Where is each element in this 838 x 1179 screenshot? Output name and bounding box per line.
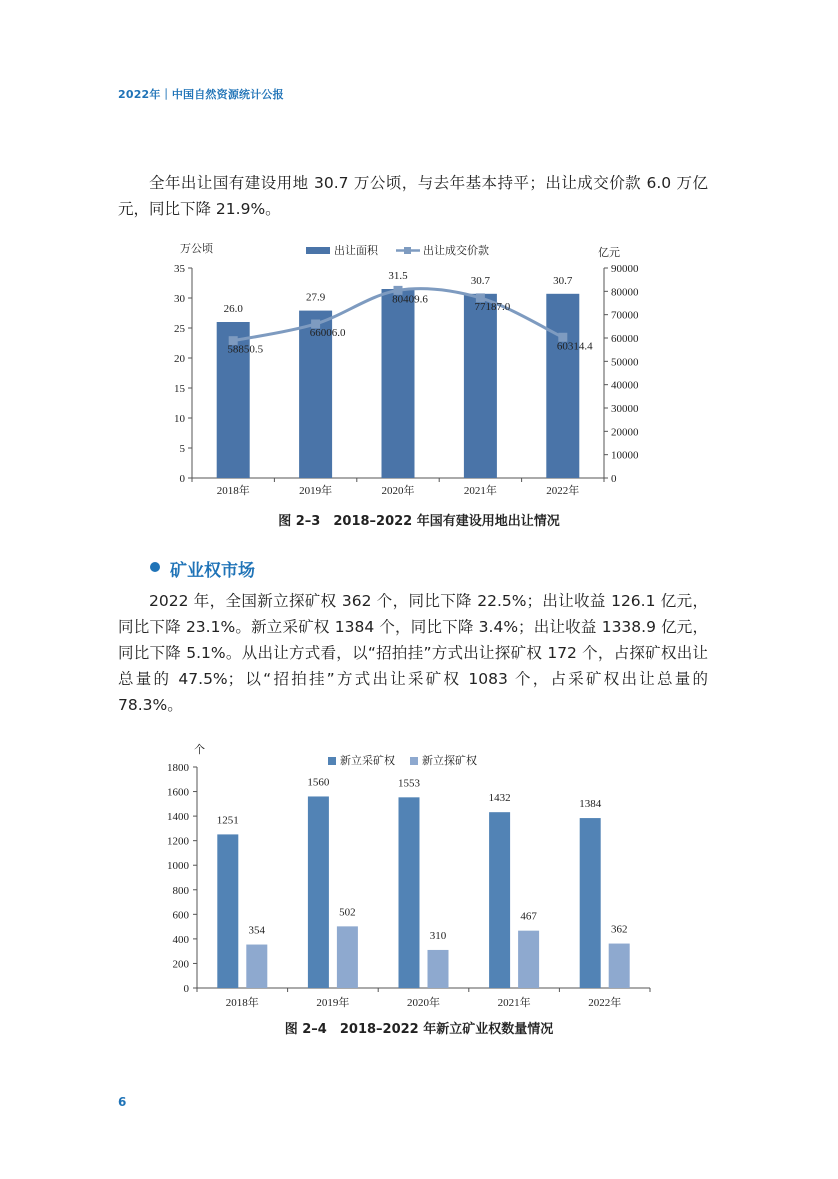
legend-label-mining: 新立采矿权 [340, 754, 395, 767]
right-axis-tick-label: 60000 [611, 333, 639, 345]
legend-label-exploration: 新立探矿权 [422, 754, 477, 767]
legend-swatch-area [306, 247, 330, 254]
y-axis-unit-label: 个 [194, 743, 205, 756]
running-header: 2022年｜中国自然资源统计公报 [118, 88, 284, 101]
right-axis-tick-label: 50000 [611, 356, 639, 369]
bar-mining-rights-data-label: 1432 [488, 792, 511, 805]
left-axis-tick-label: 30 [174, 293, 185, 305]
bar-mining-rights [308, 796, 329, 988]
right-axis-tick-label: 20000 [611, 426, 639, 439]
bar-mining-rights [217, 834, 238, 988]
y-axis-tick-label: 1400 [167, 811, 189, 824]
x-axis-category-label: 2018年 [216, 485, 250, 497]
legend-swatch-mining [328, 757, 336, 765]
mining-rights-paragraph: 2022 年，全国新立探矿权 362 个，同比下降 22.5%；出让收益 126.1 亿元，同比下降 23.1%。新立采矿权 1384 个，同比下降 3.4%；出让收益 1338.9 亿元，同比下降 5.1%。从出让方式看，以“招拍挂”方式出让探矿权 172 个，占探矿权出让总量的 47.5%；以“招拍挂”方式出让采矿权 1083 个，占采矿权出让总量的 78.3%。 [118, 592, 708, 714]
y-axis-tick-label: 0 [183, 983, 189, 995]
bar-mining-rights [580, 818, 601, 988]
mining-rights-chart [150, 740, 660, 1012]
x-axis-category-label: 2021年 [497, 997, 531, 1009]
left-axis-unit-label: 万公顷 [180, 242, 213, 255]
y-axis-tick-label: 1200 [167, 835, 189, 848]
price-data-label: 66006.0 [309, 326, 346, 339]
left-axis-tick-label: 0 [179, 473, 185, 485]
price-data-label: 60314.4 [556, 340, 593, 353]
legend-label-area: 出让面积 [334, 244, 378, 257]
right-axis-tick-label: 0 [611, 473, 617, 485]
bar-exploration-rights [428, 950, 449, 988]
x-axis-category-label: 2021年 [463, 485, 497, 497]
right-axis-tick-label: 10000 [611, 449, 639, 462]
right-axis-unit-label: 亿元 [598, 246, 620, 259]
price-data-label: 77187.0 [474, 300, 511, 313]
y-axis-tick-label: 1000 [167, 860, 189, 873]
left-axis-tick-label: 35 [174, 263, 185, 275]
bar-mining-rights-data-label: 1384 [579, 798, 602, 811]
x-axis-category-label: 2019年 [299, 485, 333, 497]
bar-exploration-rights [246, 945, 267, 988]
left-axis-tick-label: 15 [174, 383, 185, 395]
bar-exploration-rights [609, 944, 630, 988]
legend-label-price: 出让成交价款 [423, 244, 489, 257]
x-axis-category-label: 2018年 [225, 997, 259, 1009]
section-bullet-icon [150, 562, 160, 572]
right-axis-tick-label: 80000 [611, 286, 639, 299]
left-axis-tick-label: 10 [174, 413, 185, 425]
left-axis-tick-label: 20 [174, 353, 185, 365]
y-axis-tick-label: 200 [172, 958, 189, 971]
bar-area-data-label: 30.7 [470, 274, 491, 287]
right-axis-tick-label: 30000 [611, 403, 639, 415]
y-axis-tick-label: 1800 [167, 762, 189, 774]
bar-exploration-rights [337, 926, 358, 988]
figure-2-3-caption: 图 2–3 2018–2022 年国有建设用地出让情况 [278, 514, 560, 529]
bar-mining-rights [489, 812, 510, 988]
y-axis-tick-label: 800 [172, 884, 189, 897]
land-sale-paragraph: 全年出让国有建设用地 30.7 万公顷，与去年基本持平；出让成交价款 6.0 万亿元，同比下降 21.9%。 [118, 174, 708, 218]
x-axis-category-label: 2022年 [588, 997, 622, 1009]
bar-exploration-rights [518, 931, 539, 988]
y-axis-tick-label: 400 [172, 933, 189, 946]
x-axis-category-label: 2022年 [546, 485, 580, 497]
y-axis-tick-label: 1600 [167, 786, 189, 799]
left-axis-tick-label: 5 [179, 443, 185, 455]
y-axis-tick-label: 600 [172, 909, 189, 922]
bar-area [382, 289, 415, 478]
bar-area-data-label: 27.9 [305, 291, 326, 304]
x-axis-category-label: 2020年 [381, 485, 415, 497]
bar-mining-rights [399, 797, 420, 988]
section-heading-mining-rights: 矿业权市场 [170, 561, 255, 581]
bar-exploration-rights-data-label: 502 [339, 906, 356, 919]
bar-exploration-rights-data-label: 310 [429, 929, 447, 942]
right-axis-tick-label: 40000 [611, 379, 639, 392]
x-axis-category-label: 2019年 [316, 997, 350, 1009]
right-axis-tick-label: 90000 [611, 263, 639, 275]
bar-exploration-rights-data-label: 362 [610, 923, 628, 936]
bar-mining-rights-data-label: 1553 [398, 777, 420, 790]
x-axis-category-label: 2020年 [407, 997, 440, 1009]
bar-mining-rights-data-label: 1251 [216, 814, 239, 827]
bar-area [546, 294, 579, 478]
bar-mining-rights-data-label: 1560 [307, 776, 330, 789]
right-axis-tick-label: 70000 [611, 309, 639, 322]
land-sale-chart [160, 238, 650, 500]
price-data-label: 58850.5 [227, 343, 264, 356]
legend-swatch-exploration [410, 757, 418, 765]
bar-area-data-label: 31.5 [388, 270, 408, 282]
figure-2-4-caption: 图 2–4 2018–2022 年新立矿业权数量情况 [284, 1022, 554, 1037]
bar-area-data-label: 30.7 [553, 274, 573, 287]
left-axis-tick-label: 25 [174, 323, 185, 335]
bar-area [464, 294, 497, 478]
bar-exploration-rights-data-label: 467 [520, 910, 537, 923]
page-number: 6 [118, 1095, 127, 1109]
bar-exploration-rights-data-label: 354 [248, 924, 266, 937]
price-data-label: 80409.6 [392, 293, 428, 306]
legend-swatch-price-marker [404, 247, 411, 254]
bar-area-data-label: 26.0 [223, 303, 243, 315]
